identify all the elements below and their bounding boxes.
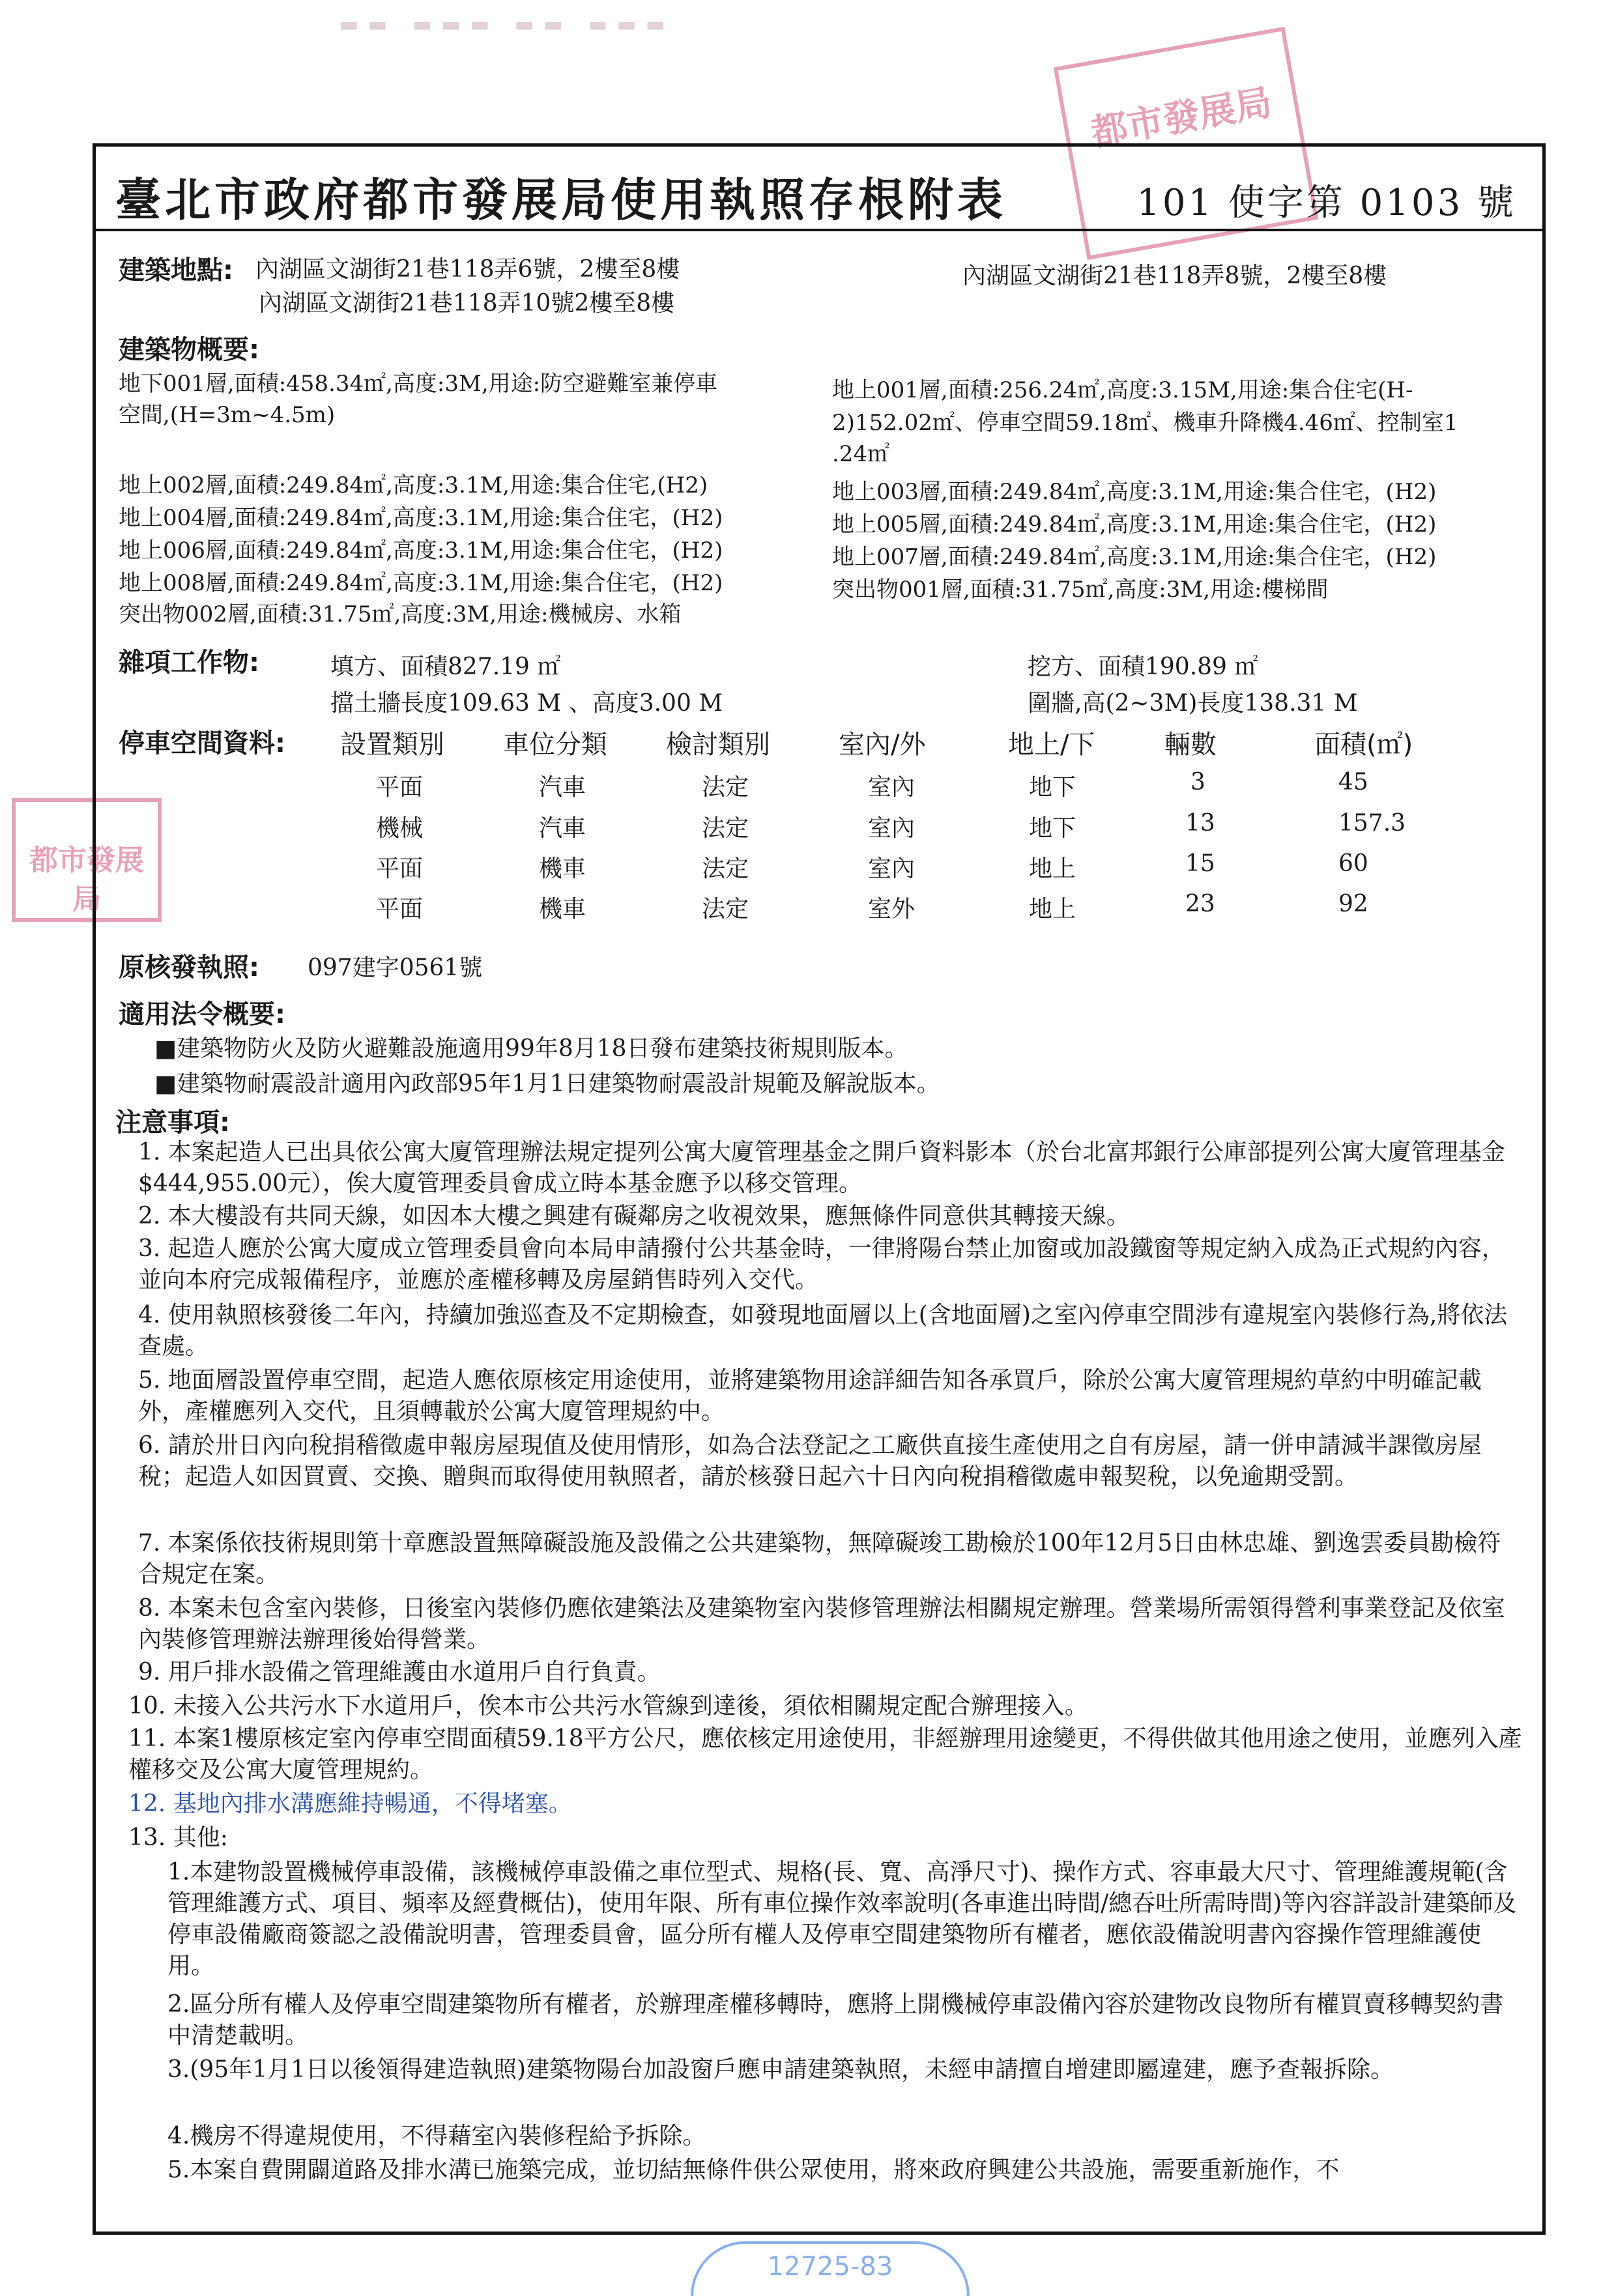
title-bar: [96, 147, 1542, 231]
parking-r1-review: 法定: [702, 774, 749, 801]
left-margin-seal-text: 都市發展局: [29, 844, 144, 916]
misc-fill: 填方、面積827.19 ㎡: [330, 653, 561, 680]
location-line-1: 內湖區文湖街21巷118弄6號，2樓至8樓: [255, 256, 680, 283]
law-item-2: ■建築物耐震設計適用內政部95年1月1日建築物耐震設計規範及解說版本。: [154, 1070, 940, 1097]
parking-header-review: 檢討類別: [666, 730, 770, 760]
original-permit-value: 097建字0561號: [308, 954, 483, 981]
parking-r2-type: 機械: [376, 815, 424, 842]
parking-r4-review: 法定: [702, 896, 749, 923]
misc-cut: 挖方、面積190.89 ㎡: [1028, 653, 1258, 680]
location-line-2: 內湖區文湖街21巷118弄10號2樓至8樓: [259, 290, 675, 317]
notes-label: 注意事項:: [115, 1108, 230, 1138]
laws-label: 適用法令概要:: [119, 999, 285, 1029]
parking-header-area: 面積(㎡): [1314, 730, 1413, 760]
note-item-2: 2. 本大樓設有共同天線，如因本大樓之興建有礙鄰房之收視效果，應無條件同意供其轉接天線。: [138, 1203, 1130, 1229]
note-item-4: 4. 使用執照核發後二年內，持續加強巡查及不定期檢查，如發現地面層以上(含地面層)之室內停車空間涉有違規室內裝修行為,將依法查處。: [138, 1302, 1508, 1360]
parking-r4-count: 23: [1185, 891, 1215, 917]
parking-r1-level: 地下: [1029, 774, 1076, 801]
parking-r2-count: 13: [1185, 810, 1215, 837]
note-sub-item-1: 1.本建物設置機械停車設備，該機械停車設備之車位型式、規格(長、寬、高淨尺寸)、操作方式、容車最大尺寸、管理維護規範(含管理維護方式、項目、頻率及經費概估)，使用年限、所有車位操作效率說明(各車進出時間/總吞吐所需時間)等內容詳設計建築師及停車設備廠商簽認之設備說明書，管理委員會，區分所有權人及停車空間建築物所有權者，應依設備說明書內容操作管理維護使用。: [167, 1859, 1517, 1979]
misc-wall: 擋土牆長度109.63 M 、高度3.00 M: [330, 690, 723, 717]
parking-r2-review: 法定: [702, 815, 749, 842]
overview-left-2: 空間,(H=3m~4.5m): [119, 402, 336, 428]
parking-r3-count: 15: [1185, 850, 1215, 877]
parking-r1-count: 3: [1190, 769, 1205, 796]
overview-left-1: 地下001層,面積:458.34㎡,高度:3M,用途:防空避難室兼停車: [119, 371, 718, 397]
parking-r4-category: 機車: [539, 896, 586, 923]
parking-r3-review: 法定: [702, 855, 749, 882]
license-number: 101 使字第 0103 號: [1136, 182, 1516, 224]
parking-header-category: 車位分類: [503, 730, 607, 760]
note-item-9: 9. 用戶排水設備之管理維護由水道用戶自行負責。: [138, 1659, 661, 1686]
misc-works-label: 雜項工作物:: [119, 648, 259, 678]
location-line-1-right: 內湖區文湖街21巷118弄8號，2樓至8樓: [962, 263, 1387, 289]
overview-right-5: 地上005層,面積:249.84㎡,高度:3.1M,用途:集合住宅，(H2): [832, 511, 1437, 538]
parking-r3-area: 60: [1338, 850, 1368, 877]
misc-fence: 圍牆,高(2~3M)長度138.31 M: [1028, 690, 1358, 717]
overview-left-3: 地上002層,面積:249.84㎡,高度:3.1M,用途:集合住宅,(H2): [119, 472, 708, 498]
note-sub-item-4: 4.機房不得違規使用，不得藉室內裝修程給予拆除。: [167, 2123, 706, 2149]
overview-left-7: 突出物002層,面積:31.75㎡,高度:3M,用途:機械房、水箱: [119, 601, 682, 627]
location-label: 建築地點:: [119, 255, 233, 285]
note-sub-item-2: 2.區分所有權人及停車空間建築物所有權者，於辦理產權移轉時，應將上開機械停車設備內容於建物改良物所有權買賣移轉契約書中清楚載明。: [167, 1991, 1504, 2049]
original-permit-label: 原核發執照:: [119, 953, 259, 983]
overview-right-2: 2)152.02㎡、停車空間59.18㎡、機車升降機4.46㎡、控制室1: [832, 410, 1458, 436]
bottom-seal-text: 12725-83: [767, 2252, 893, 2282]
note-item-5: 5. 地面層設置停車空間，起造人應依原核定用途使用，並將建築物用途詳細告知各承買戶，除於公寓大廈管理規約草約中明確記載外，產權應列入交代，且須轉載於公寓大廈管理規約中。: [138, 1367, 1482, 1425]
parking-r1-category: 汽車: [539, 774, 586, 801]
bottom-blue-seal: [691, 2241, 970, 2296]
note-item-6: 6. 請於卅日內向稅捐稽徵處申報房屋現值及使用情形，如為合法登記之工廠供直接生產使用之自有房屋，請一併申請減半課徵房屋稅；起造人如因買賣、交換、贈與而取得使用執照者，請於核發日起六十日內向稅捐稽徵處申報契稅，以免逾期受罰。: [138, 1432, 1482, 1490]
note-sub-item-5: 5.本案自費開闢道路及排水溝已施築完成，並切結無條件供公眾使用，將來政府興建公共設施，需要重新施作，不: [167, 2157, 1340, 2183]
overview-label: 建築物概要:: [119, 335, 259, 365]
overview-left-4: 地上004層,面積:249.84㎡,高度:3.1M,用途:集合住宅，(H2): [119, 505, 723, 531]
parking-header-type: 設置類別: [340, 730, 444, 760]
parking-r4-indoor: 室外: [868, 896, 916, 923]
parking-label: 停車空間資料:: [119, 728, 285, 758]
note-item-12: 12. 基地內排水溝應維持暢通，不得堵塞。: [128, 1790, 572, 1817]
parking-r2-category: 汽車: [539, 815, 586, 842]
overview-right-4: 地上003層,面積:249.84㎡,高度:3.1M,用途:集合住宅，(H2): [832, 479, 1437, 505]
overview-right-7: 突出物001層,面積:31.75㎡,高度:3M,用途:樓梯間: [832, 577, 1329, 603]
top-right-seal-text: 都市發展局: [1088, 81, 1275, 155]
overview-left-6: 地上008層,面積:249.84㎡,高度:3.1M,用途:集合住宅，(H2): [119, 570, 723, 596]
parking-r4-area: 92: [1338, 891, 1368, 917]
parking-r3-indoor: 室內: [868, 855, 916, 882]
note-item-10: 10. 未接入公共污水下水道用戶，俟本市公共污水管線到達後，須依相關規定配合辦理接入。: [128, 1693, 1088, 1719]
note-item-1: 1. 本案起造人已出具依公寓大廈管理辦法規定提列公寓大廈管理基金之開戶資料影本（於台北富邦銀行公庫部提列公寓大廈管理基金$444,955.00元），俟大廈管理委員會成立時本基金應予以移交管理。: [138, 1139, 1505, 1197]
overview-right-6: 地上007層,面積:249.84㎡,高度:3.1M,用途:集合住宅，(H2): [832, 544, 1437, 570]
note-item-8: 8. 本案未包含室內裝修，日後室內裝修仍應依建築法及建築物室內裝修管理辦法相關規定辦理。營業場所需領得營利事業登記及依室內裝修管理辦法辦理後始得營業。: [138, 1595, 1505, 1653]
overview-right-3: .24㎡: [832, 441, 890, 467]
note-item-3: 3. 起造人應於公寓大廈成立管理委員會向本局申請撥付公共基金時，一律將陽台禁止加窗或加設鐵窗等規定納入成為正式規約內容，並向本府完成報備程序，並應於產權移轉及房屋銷售時列入交代。: [138, 1235, 1505, 1293]
parking-r3-category: 機車: [539, 855, 586, 882]
parking-r2-indoor: 室內: [868, 815, 916, 842]
note-item-11: 11. 本案1樓原核定室內停車空間面積59.18平方公尺，應依核定用途使用，非經辦理用途變更，不得供做其他用途之使用，並應列入產權移交及公寓大廈管理規約。: [128, 1725, 1522, 1783]
parking-r2-level: 地下: [1029, 815, 1076, 842]
parking-r4-level: 地上: [1029, 896, 1076, 923]
document-frame: [93, 143, 1546, 2235]
parking-header-level: 地上/下: [1008, 730, 1095, 760]
note-item-13: 13. 其他:: [128, 1824, 228, 1851]
parking-r1-area: 45: [1338, 769, 1368, 796]
parking-r4-type: 平面: [376, 896, 424, 923]
overview-right-1: 地上001層,面積:256.24㎡,高度:3.15M,用途:集合住宅(H-: [832, 377, 1413, 403]
parking-r1-indoor: 室內: [868, 774, 916, 801]
overview-left-5: 地上006層,面積:249.84㎡,高度:3.1M,用途:集合住宅，(H2): [119, 538, 723, 564]
parking-r3-level: 地上: [1029, 855, 1076, 882]
page-title: 臺北市政府都市發展局使用執照存根附表: [115, 173, 1007, 227]
parking-r1-type: 平面: [376, 774, 424, 801]
parking-header-count: 輛數: [1164, 730, 1217, 760]
parking-r2-area: 157.3: [1338, 810, 1406, 837]
note-sub-item-3: 3.(95年1月1日以後領得建造執照)建築物陽台加設窗戶應申請建築執照，未經申請擅自增建即屬違建，應予查報拆除。: [167, 2056, 1394, 2083]
note-item-7: 7. 本案係依技術規則第十章應設置無障礙設施及設備之公共建築物，無障礙竣工勘檢於100年12月5日由林忠雄、劉逸雲委員勘檢符合規定在案。: [138, 1530, 1501, 1588]
parking-r3-type: 平面: [376, 855, 424, 882]
parking-header-indoor: 室內/外: [839, 730, 926, 760]
law-item-1: ■建築物防火及防火避難設施適用99年8月18日發布建築技術規則版本。: [154, 1035, 908, 1062]
top-faint-mark: ▬▬ ▬▬▬ ▬▬ ▬▬▬: [339, 12, 674, 36]
